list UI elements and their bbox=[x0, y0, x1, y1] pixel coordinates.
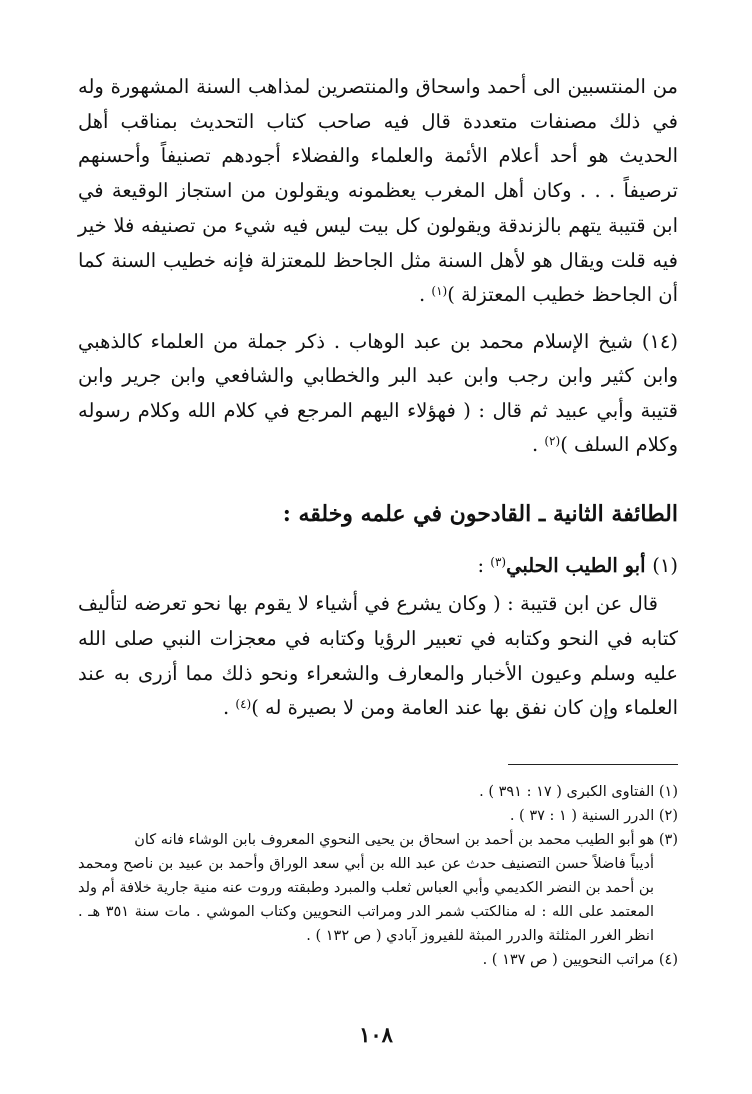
footnote-ref-2: (٢) bbox=[544, 434, 561, 449]
footnote-3-continuation: أديباً فاضلاً حسن التصنيف حدث عن عبد الله بن أبي سعد الوراق وأحمد بن عبيد بن ناصح ومحمد بن أحمد بن النضر الكديمي وأبي العباس ثعلب والمبرد وطبقته وروت عنه منية جارية خلافة أم ولد المعتمد على الله : له منالكتب شمر الدر ومراتب النحويين وكتاب الموشي . مات سنة ٣٥١ هـ . انظر الغرر المثلثة والدرر المبثة للفيروز آبادي ( ص ١٣٢ ) . bbox=[78, 856, 654, 945]
paragraph-2 bbox=[78, 587, 678, 726]
list-item-14 bbox=[78, 325, 678, 463]
footnotes-list bbox=[78, 780, 678, 972]
item-14-number: (١٤) bbox=[641, 329, 678, 353]
paragraph-2-end: . bbox=[222, 696, 236, 720]
paragraph-1-end: . bbox=[419, 283, 432, 307]
subsection-end: : bbox=[477, 553, 491, 577]
footnote-ref-3: (٣) bbox=[490, 554, 507, 569]
subsection-number: (١) bbox=[652, 553, 678, 577]
footnote-3 bbox=[78, 828, 678, 948]
footnote-2: (٢) الدرر السنية ( ١ : ٣٧ ) . bbox=[509, 808, 678, 825]
subsection-heading bbox=[78, 549, 678, 583]
subsection-name: أبو الطيب الحلبي bbox=[506, 553, 653, 577]
paragraph-1 bbox=[78, 70, 678, 313]
footnote-ref-1: (١) bbox=[431, 284, 448, 299]
page-number: ١٠٨ bbox=[359, 1022, 393, 1047]
item-14-end: . bbox=[531, 433, 545, 457]
footnote-1: (١) الفتاوى الكبرى ( ١٧ : ٣٩١ ) . bbox=[479, 784, 678, 801]
section-title: الطائفة الثانية ـ القادحون في علمه وخلقه : bbox=[282, 500, 678, 527]
page-content bbox=[78, 70, 678, 972]
item-14-text: شيخ الإسلام محمد بن عبد الوهاب . ذكر جملة من العلماء كالذهبي وابن كثير وابن رجب وابن عبد البر والخطابي والشافعي وابن جرير وابن قتيبة وأبي عبيد ثم قال : ( فهؤلاء اليهم المرجع في كلام الله وكلام رسوله وكلام السلف ) bbox=[78, 329, 678, 457]
footnotes-section bbox=[78, 764, 678, 972]
footnote-divider bbox=[508, 764, 678, 765]
footnote-4: (٤) مراتب النحويين ( ص ١٣٧ ) . bbox=[482, 952, 678, 969]
paragraph-2-text: قال عن ابن قتيبة : ( وكان يشرع في أشياء لا يقوم بها نحو تعرضه لتأليف كتابه في النحو وكتابه في تعبير الرؤيا وكتابه في معجزات النبي صلى الله عليه وسلم وعيون الأخبار والمعارف والشعراء ونحو ذلك مما أزرى به عند العلماء وإن كان نفق بها عند العامة ومن لا بصيرة له ) bbox=[78, 591, 678, 720]
footnote-ref-4: (٤) bbox=[235, 697, 252, 712]
paragraph-1-text: من المنتسبين الى أحمد واسحاق والمنتصرين لمذاهب السنة المشهورة وله في ذلك مصنفات متعددة قال فيه صاحب كتاب التحديث بمناقب أهل الحديث هو أحد أعلام الأئمة والعلماء والفضلاء أجودهم تصنيفاً وأحسنهم ترصيفاً . . . وكان أهل المغرب يعظمونه ويقولون من استجاز الوقيعة في ابن قتيبة يتهم بالزندقة ويقولون كل بيت ليس فيه شيء من تصنيفه فلا خير فيه قلت ويقال هو لأهل السنة مثل الجاحظ للمعتزلة فإنه خطيب السنة كما أن الجاحظ خطيب المعتزلة ) bbox=[78, 75, 678, 307]
footnote-3-lead: (٣) هو أبو الطيب محمد بن أحمد بن اسحاق بن يحيى النحوي المعروف بابن الوشاء فانه كان bbox=[134, 832, 678, 849]
